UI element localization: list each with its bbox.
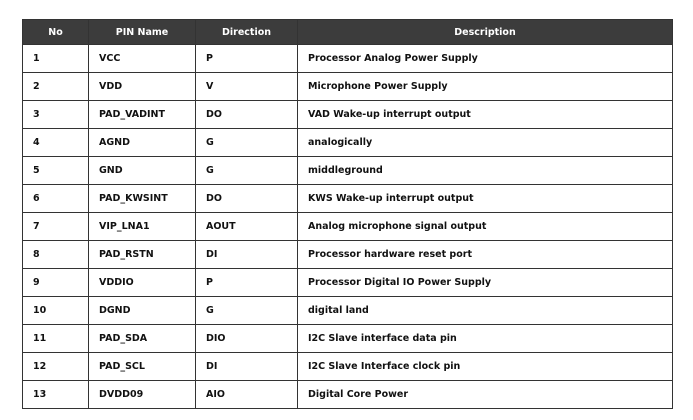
table-row [23, 213, 673, 241]
cell-no: 3 [23, 101, 89, 129]
cell-no: 9 [23, 269, 89, 297]
table-row [23, 325, 673, 353]
cell-no: 10 [23, 297, 89, 325]
cell-no: 12 [23, 353, 89, 381]
cell-pin-name: VDD [89, 73, 196, 101]
cell-direction: AIO [196, 381, 298, 409]
cell-pin-name: DVDD09 [89, 381, 196, 409]
cell-direction: DI [196, 241, 298, 269]
header-no: No [23, 20, 89, 45]
table-row [23, 45, 673, 73]
cell-no: 1 [23, 45, 89, 73]
table-row [23, 241, 673, 269]
cell-pin-name: VDDIO [89, 269, 196, 297]
cell-pin-name: VCC [89, 45, 196, 73]
cell-description: middleground [298, 157, 673, 185]
cell-no: 8 [23, 241, 89, 269]
cell-description: VAD Wake-up interrupt output [298, 101, 673, 129]
cell-no: 13 [23, 381, 89, 409]
table-row [23, 269, 673, 297]
header-description: Description [298, 20, 673, 45]
cell-pin-name: VIP_LNA1 [89, 213, 196, 241]
header-pin-name: PIN Name [89, 20, 196, 45]
cell-no: 2 [23, 73, 89, 101]
cell-description: Digital Core Power [298, 381, 673, 409]
cell-direction: G [196, 297, 298, 325]
table-row [23, 129, 673, 157]
cell-description: I2C Slave interface data pin [298, 325, 673, 353]
cell-pin-name: PAD_VADINT [89, 101, 196, 129]
pin-table [22, 19, 673, 409]
cell-pin-name: PAD_KWSINT [89, 185, 196, 213]
cell-description: Processor Digital IO Power Supply [298, 269, 673, 297]
cell-direction: V [196, 73, 298, 101]
cell-direction: P [196, 269, 298, 297]
cell-pin-name: PAD_SCL [89, 353, 196, 381]
table-row [23, 297, 673, 325]
cell-direction: G [196, 129, 298, 157]
cell-no: 4 [23, 129, 89, 157]
cell-pin-name: DGND [89, 297, 196, 325]
table-row [23, 157, 673, 185]
cell-pin-name: PAD_SDA [89, 325, 196, 353]
cell-direction: DI [196, 353, 298, 381]
cell-direction: DIO [196, 325, 298, 353]
cell-description: Microphone Power Supply [298, 73, 673, 101]
table-row [23, 353, 673, 381]
table-row [23, 73, 673, 101]
table-row [23, 381, 673, 409]
cell-direction: P [196, 45, 298, 73]
cell-direction: G [196, 157, 298, 185]
cell-no: 5 [23, 157, 89, 185]
table-row [23, 185, 673, 213]
cell-direction: DO [196, 101, 298, 129]
cell-description: Processor Analog Power Supply [298, 45, 673, 73]
cell-pin-name: GND [89, 157, 196, 185]
header-direction: Direction [196, 20, 298, 45]
cell-description: analogically [298, 129, 673, 157]
cell-direction: DO [196, 185, 298, 213]
cell-description: digital land [298, 297, 673, 325]
cell-description: I2C Slave Interface clock pin [298, 353, 673, 381]
cell-pin-name: PAD_RSTN [89, 241, 196, 269]
cell-pin-name: AGND [89, 129, 196, 157]
pin-table-container [22, 19, 673, 409]
cell-description: Analog microphone signal output [298, 213, 673, 241]
cell-direction: AOUT [196, 213, 298, 241]
cell-no: 6 [23, 185, 89, 213]
cell-no: 11 [23, 325, 89, 353]
table-header-row [23, 20, 673, 45]
cell-description: Processor hardware reset port [298, 241, 673, 269]
cell-no: 7 [23, 213, 89, 241]
cell-description: KWS Wake-up interrupt output [298, 185, 673, 213]
table-row [23, 101, 673, 129]
